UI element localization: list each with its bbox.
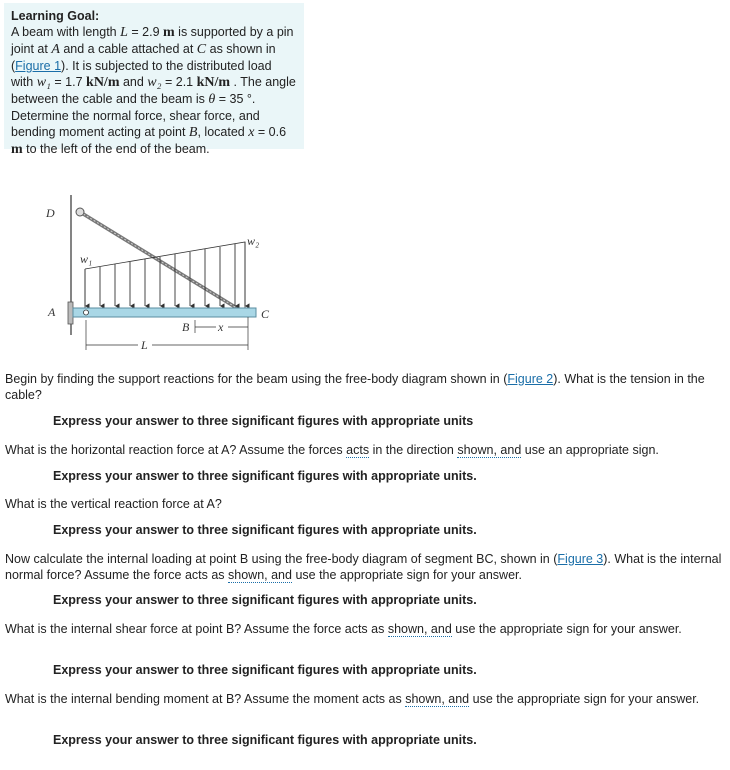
- question-text: in the direction: [369, 443, 458, 457]
- spell-check-word: acts: [346, 443, 370, 457]
- symbol-A: A: [51, 42, 60, 57]
- label-b: B: [182, 320, 190, 334]
- unit-m: m: [163, 25, 175, 40]
- goal-text-part: = 35 °.: [215, 92, 256, 106]
- symbol-x: x: [248, 125, 255, 140]
- label-c: C: [261, 307, 270, 321]
- goal-text-part: Determine the normal force, shear force, and bending moment acting at point: [11, 109, 260, 139]
- question-text: What is the internal shear force at point B? Assume the force acts as: [5, 622, 388, 636]
- instruction-1: Express your answer to three significant figures with appropriate units: [53, 414, 474, 428]
- spell-check-word: shown, and: [228, 568, 292, 582]
- unit-kn-per-m: kN/m: [86, 75, 120, 90]
- instruction-2: Express your answer to three significant figures with appropriate units.: [53, 469, 477, 483]
- goal-text-part: to the left of the end of the beam.: [22, 142, 210, 156]
- unit-m: m: [11, 142, 23, 157]
- goal-text-part: A beam with length: [11, 25, 121, 39]
- figure-1-link[interactable]: Figure 1: [15, 59, 62, 73]
- question-text: use the appropriate sign for your answer.: [469, 692, 700, 706]
- question-text: ). What is the tension in the cable?: [5, 372, 705, 402]
- question-cable-tension: [5, 371, 723, 403]
- question-internal-normal: [5, 551, 723, 583]
- symbol-B: B: [188, 125, 198, 140]
- goal-text-part: = 2.1: [161, 75, 197, 89]
- label-d: D: [46, 206, 55, 220]
- beam: [73, 308, 256, 317]
- question-text: What is the internal bending moment at B? Assume the moment acts as: [5, 692, 406, 706]
- cable-anchor-d: [76, 208, 84, 216]
- goal-text-part: and a cable attached at: [59, 42, 197, 56]
- figure-3-link[interactable]: Figure 3: [557, 552, 604, 566]
- label-w2: w₂: [247, 234, 260, 248]
- beam-diagram: [40, 190, 280, 360]
- question-internal-shear: [5, 621, 723, 637]
- question-horizontal-reaction: [5, 442, 723, 458]
- instruction-5: Express your answer to three significant figures with appropriate units.: [53, 663, 477, 677]
- symbol-L: L: [120, 25, 128, 40]
- goal-text-part: and: [119, 75, 148, 89]
- pin-joint-a: [84, 310, 89, 315]
- label-x: x: [218, 320, 224, 334]
- label-l: L: [141, 338, 148, 352]
- symbol-theta: θ: [208, 92, 216, 107]
- symbol-w1: w₁: [36, 75, 51, 90]
- learning-goal-text: [11, 24, 297, 158]
- goal-text-part: , located: [197, 125, 249, 139]
- learning-goal-box: [4, 3, 304, 157]
- question-vertical-reaction: What is the vertical reaction force at A?: [5, 497, 222, 511]
- goal-text-part: . The angle between the cable and the beam is: [11, 75, 296, 106]
- instruction-4: Express your answer to three significant figures with appropriate units.: [53, 593, 477, 607]
- question-text: Now calculate the internal loading at point B using the free-body diagram of segment BC, shown in (: [5, 552, 558, 566]
- spell-check-word: shown, and: [387, 622, 452, 636]
- question-bending-moment: [5, 691, 723, 707]
- spell-check-word: shown, and: [405, 692, 470, 706]
- goal-text-part: = 1.7: [50, 75, 87, 89]
- symbol-w2: w₂: [147, 75, 162, 90]
- figure-2-link[interactable]: Figure 2: [507, 372, 554, 386]
- label-w1: w₁: [80, 252, 93, 266]
- goal-text-part: = 0.6: [254, 125, 287, 139]
- question-text: use the appropriate sign for your answer.: [291, 568, 522, 582]
- question-text: What is the horizontal reaction force at A? Assume the forces: [5, 443, 347, 457]
- beam-figure: [40, 190, 280, 360]
- pin-support-plate: [68, 302, 73, 324]
- question-text: use an appropriate sign.: [521, 443, 659, 457]
- symbol-C: C: [196, 42, 207, 57]
- learning-goal-title: Learning Goal:: [11, 9, 100, 23]
- label-a: A: [48, 305, 56, 319]
- goal-text-part: ). It is subjected to the distributed load with: [11, 59, 272, 89]
- spell-check-word: shown, and: [457, 443, 522, 457]
- question-text: Begin by finding the support reactions for the beam using the free-body diagram shown in (: [5, 372, 508, 386]
- question-text: ). What is the internal normal force? Assume the force acts as: [5, 552, 722, 582]
- instruction-6: Express your answer to three significant figures with appropriate units.: [53, 733, 477, 747]
- goal-text-part: = 2.9: [127, 25, 164, 39]
- unit-kn-per-m: kN/m: [196, 75, 231, 90]
- instruction-3: Express your answer to three significant figures with appropriate units.: [53, 523, 477, 537]
- goal-text-part: as shown in (: [11, 42, 276, 73]
- goal-text-part: is supported by a pin joint at: [11, 25, 294, 56]
- question-text: use the appropriate sign for your answer.: [451, 622, 682, 636]
